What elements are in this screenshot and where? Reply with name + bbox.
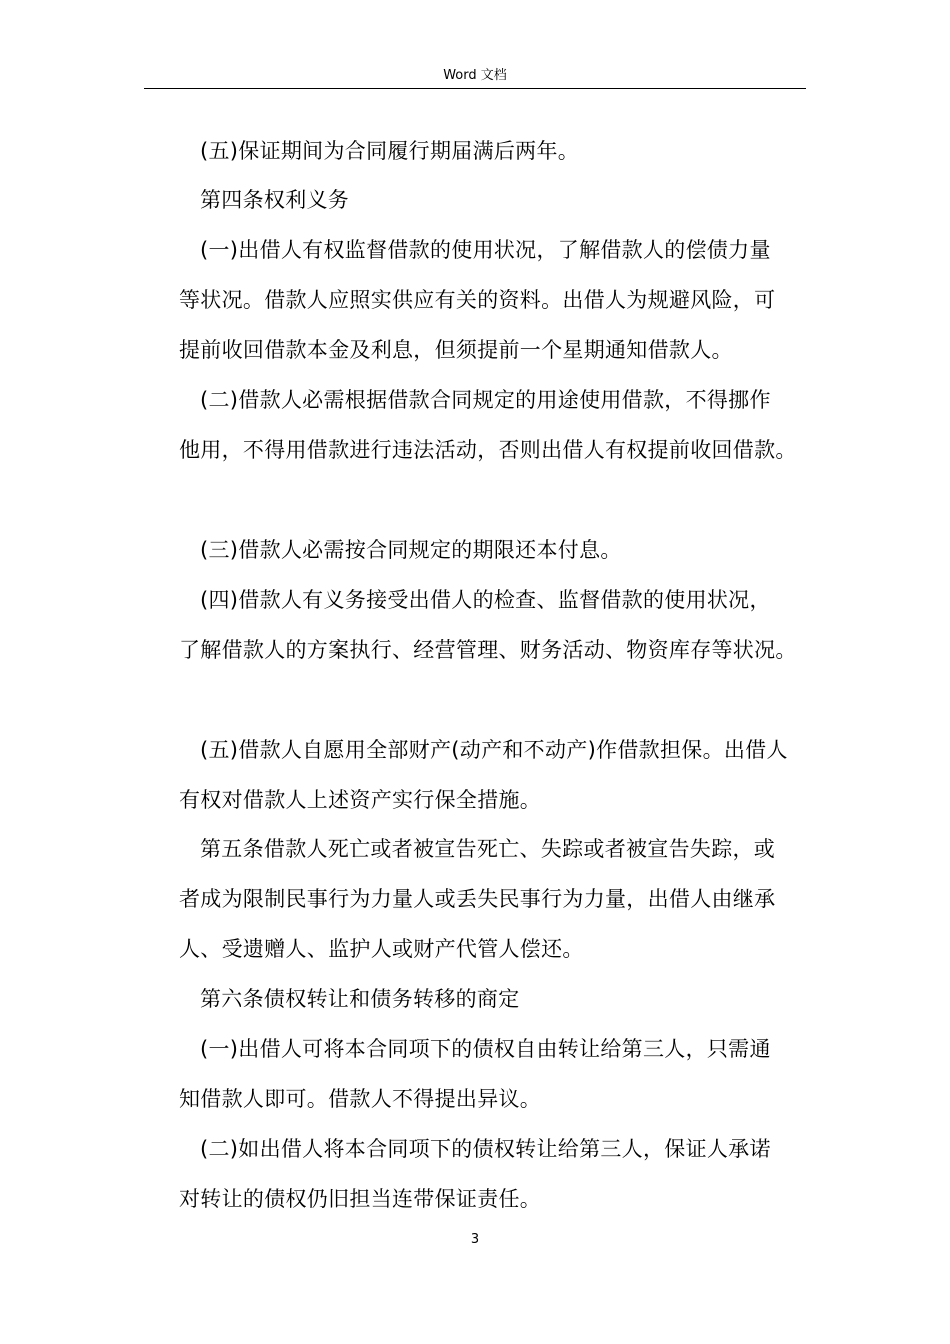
paragraph-line: 提前收回借款本金及利息，但须提前一个星期通知借款人。 bbox=[179, 338, 733, 362]
paragraph-line: 知借款人即可。借款人不得提出异议。 bbox=[179, 1087, 542, 1111]
paragraph-line: (一)出借人可将本合同项下的债权自由转让给第三人，只需通 bbox=[200, 1037, 771, 1061]
paragraph-line: 对转让的债权仍旧担当连带保证责任。 bbox=[179, 1187, 542, 1211]
article-heading: 第五条借款人死亡或者被宣告死亡、失踪或者被宣告失踪，或 bbox=[200, 837, 776, 861]
paragraph-line: (五)借款人自愿用全部财产(动产和不动产)作借款担保。出借人 bbox=[200, 738, 788, 762]
page-number: 3 bbox=[470, 1232, 480, 1247]
paragraph-line: (三)借款人必需按合同规定的期限还本付息。 bbox=[200, 538, 622, 562]
paragraph-line: 者成为限制民事行为力量人或丢失民事行为力量，出借人由继承 bbox=[179, 887, 776, 911]
header-rule bbox=[144, 88, 806, 89]
page-header: Word 文档 bbox=[443, 68, 507, 83]
paragraph-line: (五)保证期间为合同履行期届满后两年。 bbox=[200, 139, 580, 163]
article-heading: 第四条权利义务 bbox=[200, 188, 350, 212]
article-heading: 第六条债权转让和债务转移的商定 bbox=[200, 987, 520, 1011]
paragraph-line: 等状况。借款人应照实供应有关的资料。出借人为规避风险，可 bbox=[179, 288, 776, 312]
paragraph-line: 他用，不得用借款进行违法活动，否则出借人有权提前收回借款。 bbox=[179, 438, 797, 462]
paragraph-line: 人、受遗赠人、监护人或财产代管人偿还。 bbox=[179, 937, 584, 961]
paragraph-line: (二)如出借人将本合同项下的债权转让给第三人，保证人承诺 bbox=[200, 1137, 771, 1161]
paragraph-line: 有权对借款人上述资产实行保全措施。 bbox=[179, 788, 542, 812]
paragraph-line: (二)借款人必需根据借款合同规定的用途使用借款，不得挪作 bbox=[200, 388, 771, 412]
paragraph-line: (四)借款人有义务接受出借人的检查、监督借款的使用状况， bbox=[200, 588, 771, 612]
paragraph-line: (一)出借人有权监督借款的使用状况，了解借款人的偿债力量 bbox=[200, 238, 771, 262]
paragraph-line: 了解借款人的方案执行、经营管理、财务活动、物资库存等状况。 bbox=[179, 638, 797, 662]
